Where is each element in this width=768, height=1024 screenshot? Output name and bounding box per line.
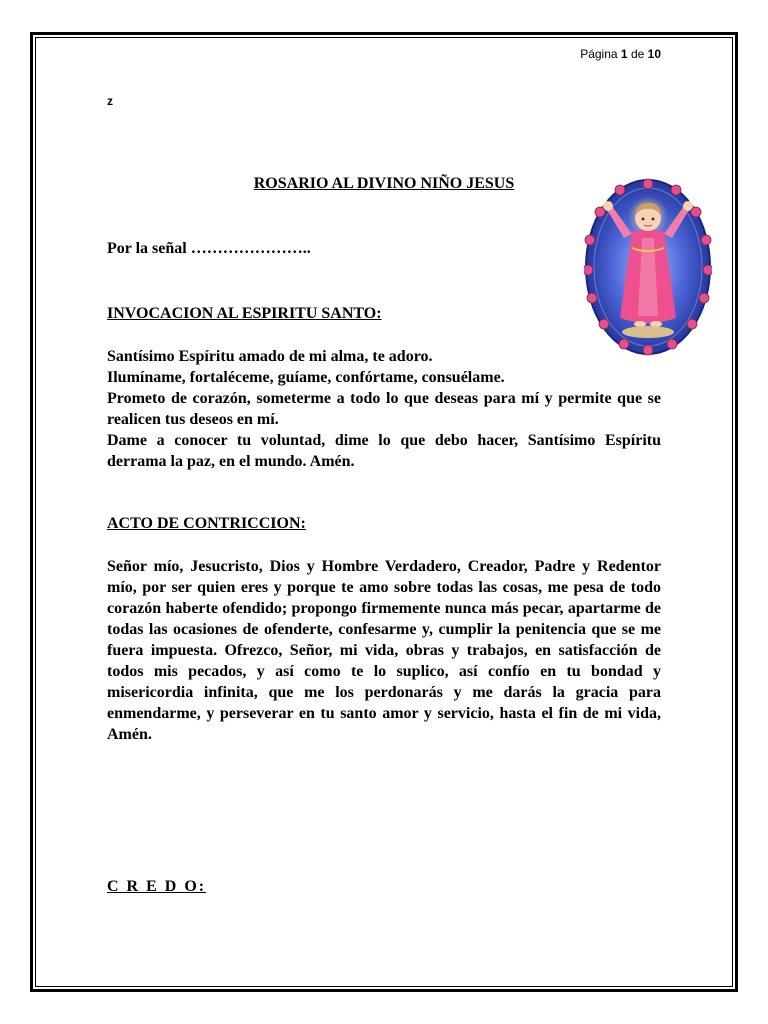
stray-character: z	[107, 94, 113, 108]
contrition-heading: ACTO DE CONTRICCION:	[107, 515, 306, 532]
invocation-line: Dame a conocer tu voluntad, dime lo que debo hacer, Santísimo Espíritu derrama la paz, en el mundo. Amén.	[107, 432, 661, 470]
invocation-line: Prometo de corazón, someterme a todo lo que deseas para mí y permite que se realicen tus deseos en mí.	[107, 390, 661, 428]
document-title: ROSARIO AL DIVINO NIÑO JESUS	[253, 175, 515, 192]
sign-of-cross-line: Por la señal …………………..	[107, 240, 311, 257]
divine-child-jesus-image	[584, 178, 712, 356]
page-label: Página	[580, 47, 618, 61]
page-current: 1	[620, 47, 628, 61]
page-total: 10	[647, 47, 661, 61]
credo-heading: C R E D O:	[107, 878, 207, 895]
invocation-prayer	[107, 346, 661, 472]
invocation-heading: INVOCACION AL ESPIRITU SANTO:	[107, 305, 382, 322]
page-of: de	[630, 47, 645, 61]
invocation-line: Santísimo Espíritu amado de mi alma, te adoro.	[107, 348, 433, 365]
page-number-header	[580, 47, 661, 61]
contrition-prayer: Señor mío, Jesucristo, Dios y Hombre Verdadero, Creador, Padre y Redentor mío, por ser quien eres y porque te amo sobre todas las cosas, me pesa de todo corazón haberte ofendido; propongo firmemente nunca más pecar, apartarme de todas las ocasiones de ofenderte, confesarme y, cumplir la penitencia que se me fuera impuesta. Ofrezco, Señor, mi vida, obras y trabajos, en satisfacción de todos mis pecados, y así como te lo suplico, así confío en tu bondad y misericordia infinita, que me los perdonarás y me darás la gracia para enmendarme, y perseverar en tu santo amor y servicio, hasta el fin de mi vida, Amén.	[107, 558, 661, 743]
invocation-line: Ilumíname, fortaléceme, guíame, confórtame, consuélame.	[107, 369, 505, 386]
